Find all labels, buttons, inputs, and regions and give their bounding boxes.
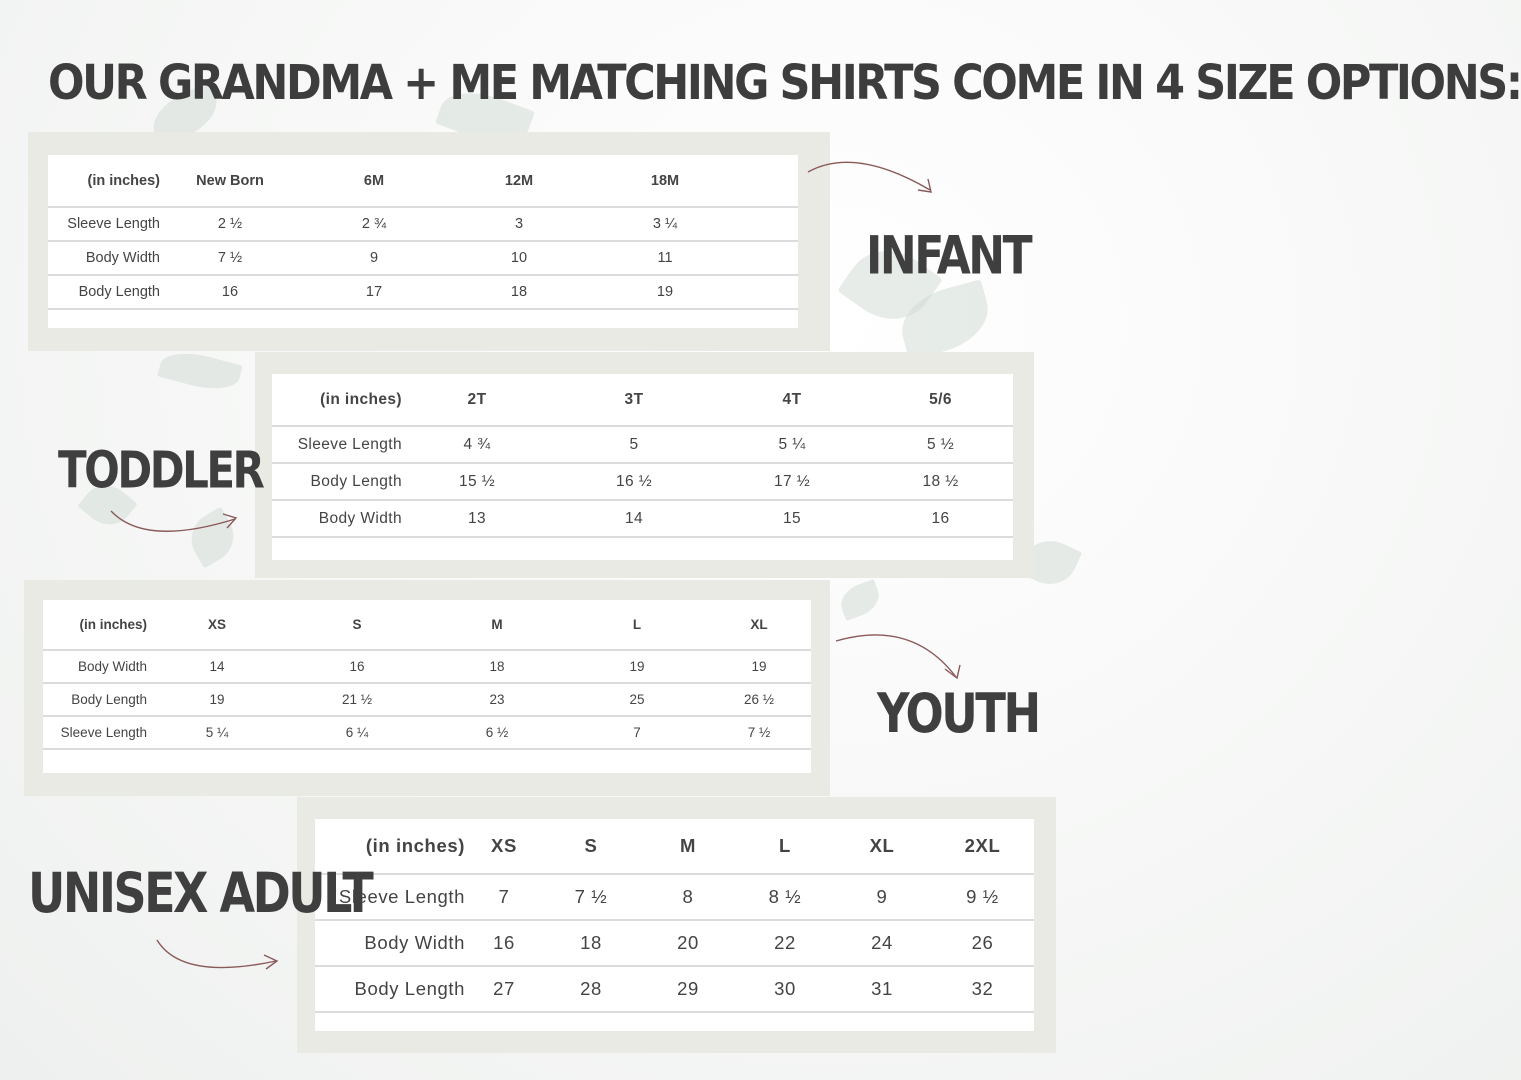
cell: 26 ½ xyxy=(707,683,811,716)
cell: 16 xyxy=(287,650,427,683)
page-title: OUR GRANDMA + ME MATCHING SHIRTS COME IN 4 SIZE OPTIONS: xyxy=(48,55,1521,112)
header-cell: (in inches) xyxy=(48,155,160,207)
curved-arrow-icon xyxy=(800,150,950,210)
cell: 22 xyxy=(737,920,833,966)
header-cell: 6M xyxy=(300,155,448,207)
infant-table-card xyxy=(48,155,798,328)
cell: 9 xyxy=(833,874,931,920)
cell: 31 xyxy=(833,966,931,1012)
cell: 21 ½ xyxy=(287,683,427,716)
header-cell: XL xyxy=(833,819,931,874)
header-cell: L xyxy=(567,600,707,650)
cell: 9 ½ xyxy=(931,874,1034,920)
youth-table-card xyxy=(43,600,811,773)
cell: 19 xyxy=(707,650,811,683)
row-label: Body Width xyxy=(48,241,160,275)
cell: 25 xyxy=(567,683,707,716)
cell: 13 xyxy=(402,500,552,537)
header-cell: 2T xyxy=(402,374,552,426)
cell: 17 ½ xyxy=(716,463,868,500)
cell: 5 ½ xyxy=(868,426,1013,463)
cell: 18 xyxy=(448,275,590,309)
toddler-table-card xyxy=(272,374,1013,560)
cell xyxy=(740,207,798,241)
cell: 19 xyxy=(590,275,740,309)
header-cell: 4T xyxy=(716,374,868,426)
row-label: Body Width xyxy=(272,500,402,537)
curved-arrow-icon xyxy=(152,935,287,980)
cell: 19 xyxy=(147,683,287,716)
row-label: Body Length xyxy=(48,275,160,309)
curved-arrow-icon xyxy=(832,625,972,685)
table-row xyxy=(272,500,1013,537)
cell: 16 xyxy=(868,500,1013,537)
table-row xyxy=(272,463,1013,500)
header-cell: L xyxy=(737,819,833,874)
table-row xyxy=(43,716,811,749)
cell: 18 ½ xyxy=(868,463,1013,500)
table-row xyxy=(48,207,798,241)
cell: 7 xyxy=(465,874,543,920)
row-label: Sleeve Length xyxy=(48,207,160,241)
row-label: Sleeve Length xyxy=(43,716,147,749)
cell: 14 xyxy=(552,500,716,537)
header-cell: 2XL xyxy=(931,819,1034,874)
adult-table-card xyxy=(315,819,1034,1031)
header-cell: 18M xyxy=(590,155,740,207)
adult-table-frame xyxy=(297,797,1056,1053)
row-label: Body Length xyxy=(272,463,402,500)
cell: 3 ¼ xyxy=(590,207,740,241)
youth-table-frame xyxy=(24,580,830,796)
header-cell: S xyxy=(543,819,639,874)
row-label: Sleeve Length xyxy=(272,426,402,463)
header-cell: XS xyxy=(465,819,543,874)
infant-label: INFANT xyxy=(866,225,1031,287)
adult-size-table xyxy=(315,819,1034,1013)
row-label: Body Length xyxy=(315,966,465,1012)
cell xyxy=(740,275,798,309)
cell: 15 ½ xyxy=(402,463,552,500)
infant-table-frame xyxy=(28,132,830,351)
cell: 17 xyxy=(300,275,448,309)
cell: 7 ½ xyxy=(707,716,811,749)
table-row xyxy=(43,683,811,716)
cell: 26 xyxy=(931,920,1034,966)
cell: 15 xyxy=(716,500,868,537)
cell: 32 xyxy=(931,966,1034,1012)
youth-size-table xyxy=(43,600,811,750)
cell: 14 xyxy=(147,650,287,683)
cell: 2 ¾ xyxy=(300,207,448,241)
row-label: Body Length xyxy=(43,683,147,716)
row-label: Body Width xyxy=(43,650,147,683)
toddler-table-frame xyxy=(255,352,1034,578)
header-cell: M xyxy=(639,819,737,874)
cell: 23 xyxy=(427,683,567,716)
cell: 18 xyxy=(543,920,639,966)
header-cell: 12M xyxy=(448,155,590,207)
table-row xyxy=(315,920,1034,966)
cell: 8 xyxy=(639,874,737,920)
cell: 11 xyxy=(590,241,740,275)
cell: 30 xyxy=(737,966,833,1012)
cell: 5 ¼ xyxy=(147,716,287,749)
header-cell: (in inches) xyxy=(315,819,465,874)
cell: 10 xyxy=(448,241,590,275)
row-label: Body Width xyxy=(315,920,465,966)
cell: 8 ½ xyxy=(737,874,833,920)
header-cell: S xyxy=(287,600,427,650)
header-cell: 5/6 xyxy=(868,374,1013,426)
header-cell xyxy=(740,155,798,207)
cell: 7 xyxy=(567,716,707,749)
cell: 6 ¼ xyxy=(287,716,427,749)
header-cell: (in inches) xyxy=(43,600,147,650)
toddler-size-table xyxy=(272,374,1013,538)
eucalyptus-leaf xyxy=(157,345,243,397)
cell: 19 xyxy=(567,650,707,683)
eucalyptus-leaf xyxy=(836,579,884,621)
cell: 16 xyxy=(465,920,543,966)
cell: 2 ½ xyxy=(160,207,300,241)
cell: 16 ½ xyxy=(552,463,716,500)
header-cell: (in inches) xyxy=(272,374,402,426)
curved-arrow-icon xyxy=(105,505,245,550)
row-label: Sleeve Length xyxy=(315,874,465,920)
cell: 7 ½ xyxy=(543,874,639,920)
table-row xyxy=(43,650,811,683)
cell: 7 ½ xyxy=(160,241,300,275)
header-cell: New Born xyxy=(160,155,300,207)
cell: 29 xyxy=(639,966,737,1012)
header-cell: XS xyxy=(147,600,287,650)
cell: 4 ¾ xyxy=(402,426,552,463)
table-row xyxy=(315,874,1034,920)
toddler-label: TODDLER xyxy=(58,440,263,500)
cell: 9 xyxy=(300,241,448,275)
cell: 6 ½ xyxy=(427,716,567,749)
cell xyxy=(740,241,798,275)
cell: 28 xyxy=(543,966,639,1012)
cell: 5 xyxy=(552,426,716,463)
cell: 18 xyxy=(427,650,567,683)
youth-label: YOUTH xyxy=(877,681,1039,745)
cell: 16 xyxy=(160,275,300,309)
table-row xyxy=(48,275,798,309)
header-cell: 3T xyxy=(552,374,716,426)
cell: 24 xyxy=(833,920,931,966)
header-cell: M xyxy=(427,600,567,650)
cell: 20 xyxy=(639,920,737,966)
table-row xyxy=(48,241,798,275)
cell: 27 xyxy=(465,966,543,1012)
table-row xyxy=(272,426,1013,463)
table-row xyxy=(315,966,1034,1012)
header-cell: XL xyxy=(707,600,811,650)
cell: 5 ¼ xyxy=(716,426,868,463)
infant-size-table xyxy=(48,155,798,310)
unisex-adult-label: UNISEX ADULT xyxy=(28,860,372,926)
cell: 3 xyxy=(448,207,590,241)
